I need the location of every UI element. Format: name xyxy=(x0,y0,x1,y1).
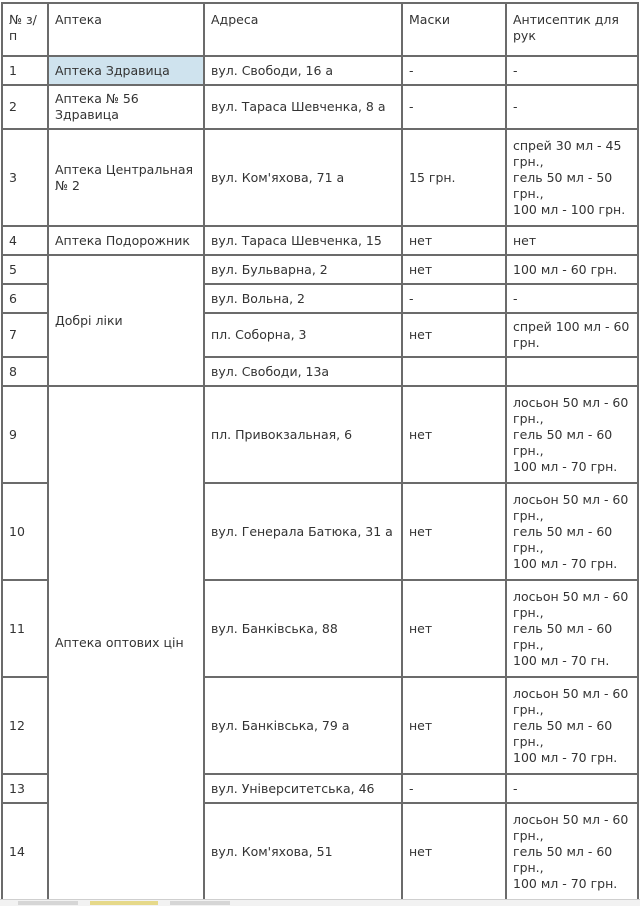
cell-address: вул. Вольна, 2 xyxy=(204,284,402,313)
antiseptic-line: гель 50 мл - 60 грн., xyxy=(513,843,613,875)
antiseptic-line: - xyxy=(513,62,518,78)
cell-antiseptic xyxy=(506,483,638,580)
cell-masks: - xyxy=(402,56,506,85)
antiseptic-line: лосьон 50 мл - 60 грн., xyxy=(513,588,629,620)
antiseptic-line: спрей 30 мл - 45 грн., xyxy=(513,137,622,169)
table-row xyxy=(2,386,638,483)
table-row xyxy=(2,129,638,226)
antiseptic-line: лосьон 50 мл - 60 грн., xyxy=(513,491,629,523)
cell-num: 2 xyxy=(2,85,48,129)
cell-pharmacy: Добрі ліки xyxy=(48,255,204,386)
antiseptic-line: нет xyxy=(513,232,537,248)
cell-address: вул. Тараса Шевченка, 15 xyxy=(204,226,402,255)
header-antiseptic: Антисептик для рук xyxy=(506,3,638,56)
cell-num: 5 xyxy=(2,255,48,284)
header-masks: Маски xyxy=(402,3,506,56)
cell-num: 12 xyxy=(2,677,48,774)
cell-masks: - xyxy=(402,85,506,129)
cell-masks: нет xyxy=(402,386,506,483)
antiseptic-line: лосьон 50 мл - 60 грн., xyxy=(513,685,629,717)
table-row xyxy=(2,255,638,284)
antiseptic-line: 100 мл - 70 гн. xyxy=(513,652,610,668)
cell-pharmacy: Аптека № 56 Здравица xyxy=(48,85,204,129)
cell-address: вул. Свободи, 16 а xyxy=(204,56,402,85)
antiseptic-line: - xyxy=(513,99,518,114)
header-row xyxy=(2,3,638,56)
scrollbar-segment xyxy=(170,901,230,905)
antiseptic-line: 100 мл - 100 грн. xyxy=(513,201,626,217)
cell-antiseptic xyxy=(506,85,638,129)
cell-masks: нет xyxy=(402,255,506,284)
cell-num: 1 xyxy=(2,56,48,85)
cell-address: вул. Банківська, 88 xyxy=(204,580,402,677)
cell-masks: 15 грн. xyxy=(402,129,506,226)
cell-antiseptic xyxy=(506,56,638,85)
cell-antiseptic xyxy=(506,803,638,900)
cell-masks: нет xyxy=(402,677,506,774)
cell-address: пл. Привокзальная, 6 xyxy=(204,386,402,483)
cell-masks: - xyxy=(402,774,506,803)
cell-antiseptic xyxy=(506,226,638,255)
cell-address: вул. Університетська, 46 xyxy=(204,774,402,803)
antiseptic-line: 100 мл - 70 грн. xyxy=(513,875,618,891)
cell-masks: нет xyxy=(402,226,506,255)
cell-address: вул. Ком'яхова, 71 а xyxy=(204,129,402,226)
cell-antiseptic xyxy=(506,313,638,357)
antiseptic-line: гель 50 мл - 60 грн., xyxy=(513,426,613,458)
cell-antiseptic xyxy=(506,255,638,284)
cell-num: 10 xyxy=(2,483,48,580)
antiseptic-line: 100 мл - 70 грн. xyxy=(513,458,618,474)
cell-address: вул. Ком'яхова, 51 xyxy=(204,803,402,900)
cell-address: вул. Тараса Шевченка, 8 а xyxy=(204,85,402,129)
cell-antiseptic xyxy=(506,774,638,803)
cell-address: вул. Генерала Батюка, 31 а xyxy=(204,483,402,580)
table-row xyxy=(2,226,638,255)
antiseptic-line: лосьон 50 мл - 60 грн., xyxy=(513,394,629,426)
antiseptic-line: 100 мл - 70 грн. xyxy=(513,749,618,765)
antiseptic-line: - xyxy=(513,290,518,306)
header-address: Адреса xyxy=(204,3,402,56)
cell-antiseptic xyxy=(506,284,638,313)
cell-antiseptic xyxy=(506,129,638,226)
antiseptic-line: гель 50 мл - 50 грн., xyxy=(513,169,613,201)
cell-num: 7 xyxy=(2,313,48,357)
cell-antiseptic xyxy=(506,357,638,386)
cell-antiseptic xyxy=(506,677,638,774)
cell-masks: нет xyxy=(402,803,506,900)
cell-masks: нет xyxy=(402,313,506,357)
cell-masks: нет xyxy=(402,580,506,677)
table-row xyxy=(2,85,638,129)
header-pharmacy: Аптека xyxy=(48,3,204,56)
pharmacy-table xyxy=(1,2,639,901)
antiseptic-line: гель 50 мл - 60 грн., xyxy=(513,523,613,555)
scrollbar-segment xyxy=(18,901,78,905)
table-row xyxy=(2,56,638,85)
cell-num: 3 xyxy=(2,129,48,226)
cell-pharmacy: Аптека Подорожник xyxy=(48,226,204,255)
cell-num: 4 xyxy=(2,226,48,255)
antiseptic-line: спрей 100 мл - 60 грн. xyxy=(513,319,630,350)
cell-num: 13 xyxy=(2,774,48,803)
cell-address: вул. Свободи, 13а xyxy=(204,357,402,386)
cell-masks: нет xyxy=(402,483,506,580)
cell-address: вул. Бульварна, 2 xyxy=(204,255,402,284)
cell-pharmacy: Аптека Здравица xyxy=(48,56,204,85)
cell-address: вул. Банківська, 79 а xyxy=(204,677,402,774)
cell-address: пл. Соборна, 3 xyxy=(204,313,402,357)
cell-pharmacy: Аптека Центральная № 2 xyxy=(48,129,204,226)
antiseptic-line: гель 50 мл - 60 грн., xyxy=(513,620,613,652)
antiseptic-line: 100 мл - 70 грн. xyxy=(513,555,618,571)
cell-num: 11 xyxy=(2,580,48,677)
antiseptic-line: лосьон 50 мл - 60 грн., xyxy=(513,811,629,843)
cell-num: 9 xyxy=(2,386,48,483)
cell-num: 8 xyxy=(2,357,48,386)
cell-num: 14 xyxy=(2,803,48,900)
antiseptic-line: - xyxy=(513,780,518,796)
header-num: № з/п xyxy=(2,3,48,56)
cell-antiseptic xyxy=(506,580,638,677)
cell-masks: - xyxy=(402,284,506,313)
antiseptic-line: гель 50 мл - 60 грн., xyxy=(513,717,613,749)
scrollbar-thumb[interactable] xyxy=(90,901,158,905)
cell-masks xyxy=(402,357,506,386)
cell-antiseptic xyxy=(506,386,638,483)
cell-pharmacy: Аптека оптових цін xyxy=(48,386,204,900)
antiseptic-line: 100 мл - 60 грн. xyxy=(513,261,618,277)
cell-num: 6 xyxy=(2,284,48,313)
